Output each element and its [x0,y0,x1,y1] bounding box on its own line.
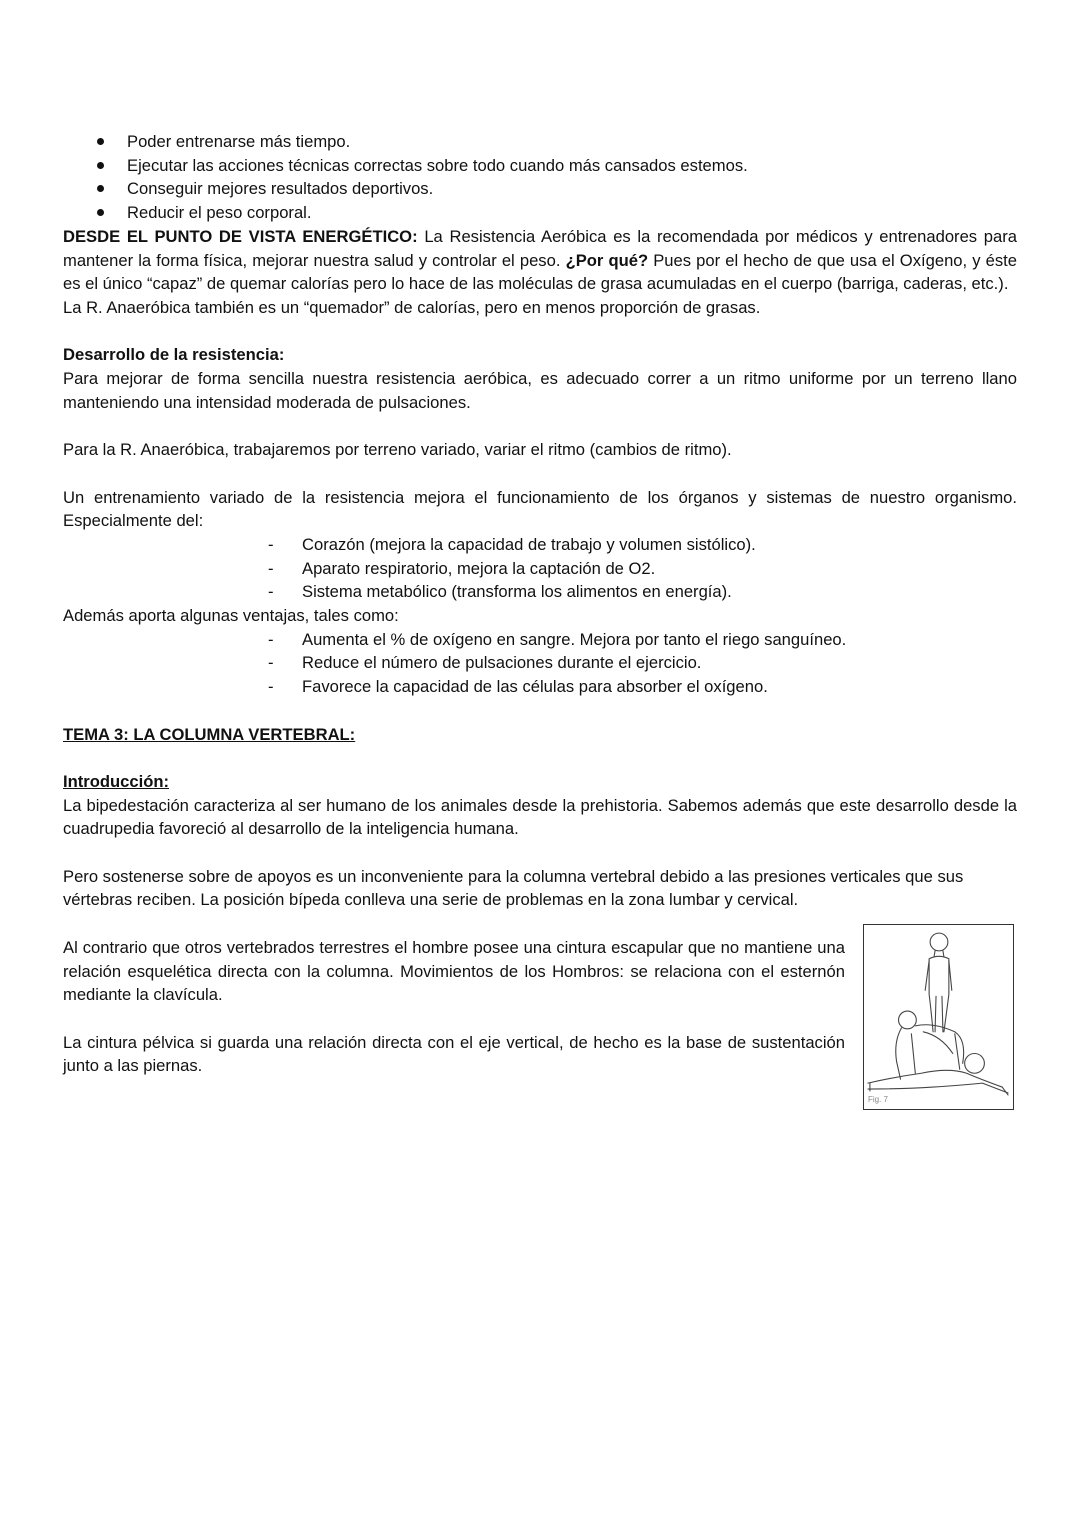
anaerobic-paragraph: La R. Anaeróbica también es un “quemador” de calorías, pero en menos proporción de grasas. [63,297,761,317]
intro-paragraph-4: La cintura pélvica si guarda una relación directa con el eje vertical, de hecho es la base de sustentación junto a las piernas. [63,1032,845,1076]
list-item: - Aparato respiratorio, mejora la captación de O2. [63,557,1017,581]
organs-list [63,533,1017,604]
list-item: - Aumenta el % de oxígeno en sangre. Mejora por tanto el riego sanguíneo. [63,628,1017,652]
evolution-figure [863,924,1014,1110]
development-heading: Desarrollo de la resistencia: [63,345,285,365]
list-item: - Reduce el número de pulsaciones durante el ejercicio. [63,651,1017,675]
intro-paragraph-3: Al contrario que otros vertebrados terrestres el hombre posee una cintura escapular que no mantiene una relación esquelética directa con la columna. Movimientos de los Hombros: se relaciona con el esternón mediante la clavícula. [63,937,845,1005]
list-item: - Favorece la capacidad de las células para absorber el oxígeno. [63,675,1017,699]
advantages-intro: Además aporta algunas ventajas, tales como: [63,606,399,626]
list-item: Ejecutar las acciones técnicas correctas sobre todo cuando más cansados estemos. [63,154,1017,178]
energetic-question: ¿Por qué? [565,250,649,270]
list-item: - Sistema metabólico (transforma los alimentos en energía). [63,580,1017,604]
development-paragraph-1: Para mejorar de forma sencilla nuestra resistencia aeróbica, es adecuado correr a un ritmo uniforme por un terreno llano manteniendo una intensidad moderada de pulsaciones. [63,369,1017,412]
list-item: Reducir el peso corporal. [63,201,1017,225]
intro-paragraph-2-line-2: vértebras reciben. La posición bípeda conlleva una serie de problemas en la zona lumbar y cervical. [63,890,799,910]
advantages-list [63,628,1017,699]
list-item: Poder entrenarse más tiempo. [63,130,1017,154]
list-item: Conseguir mejores resultados deportivos. [63,177,1017,201]
intro-paragraph-2-line-1: Pero sostenerse sobre de apoyos es un inconveniente para la columna vertebral debido a las presiones verticales que sus [63,866,964,886]
benefits-list [63,130,1017,225]
intro-paragraph-1: La bipedestación caracteriza al ser humano de los animales desde la prehistoria. Sabemos además que este desarrollo desde la cuadrupedia favoreció al desarrollo de la inteligencia humana. [63,795,1017,839]
intro-heading: Introducción: [63,771,170,791]
section-title: TEMA 3: LA COLUMNA VERTEBRAL: [63,724,356,744]
energetic-text-1: La Resistencia Aeróbica es la recomendada por médicos y entrenadores para mantener la forma física, mejorar nuestra salud y controlar el peso. [63,226,1017,270]
development-paragraph-3: Un entrenamiento variado de la resistencia mejora el funcionamiento de los órganos y sistemas de nuestro organismo. Especialmente del: [63,487,1017,531]
list-item: - Corazón (mejora la capacidad de trabajo y volumen sistólico). [63,533,1017,557]
posture-illustration [864,925,1013,1109]
development-paragraph-2: Para la R. Anaeróbica, trabajaremos por terreno variado, variar el ritmo (cambios de ritmo). [63,440,732,460]
energetic-heading: DESDE EL PUNTO DE VISTA ENERGÉTICO: [63,226,418,246]
energetic-paragraph [63,225,1017,296]
energetic-text-2: Pues por el hecho de que usa el Oxígeno, y éste es el único “capaz” de quemar calorías pero lo hace de las moléculas de grasa acumuladas en el cuerpo (barriga, caderas, etc.). [63,250,1018,294]
figure-caption: Fig. 7 [868,1095,889,1104]
